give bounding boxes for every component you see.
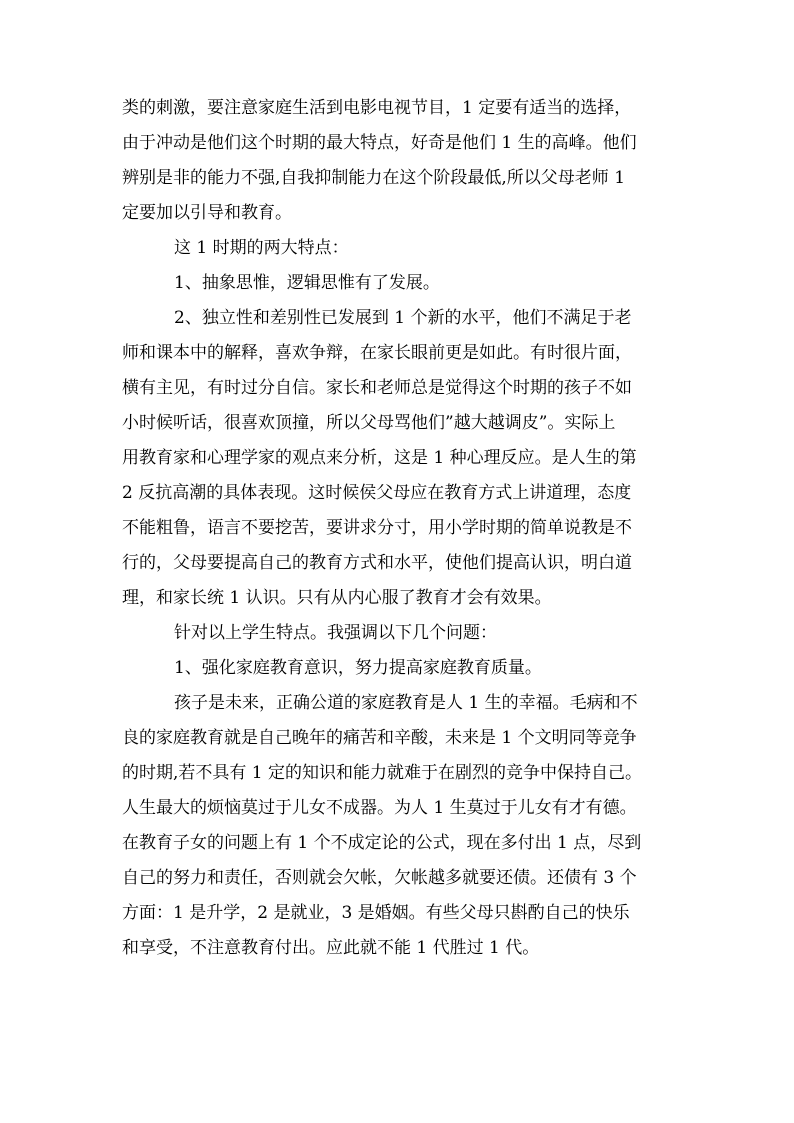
text-line: 辨别是非的能力不强,自我抑制能力在这个阶段最低,所以父母老师 1 bbox=[122, 168, 626, 188]
document-body bbox=[122, 91, 662, 966]
text-line: 不能粗鲁，语言不要挖苦，要讲求分寸，用小学时期的简单说教是不 bbox=[122, 518, 632, 538]
text-line: 师和课本中的解释，喜欢争辩，在家长眼前更是如此。有时很片面， bbox=[122, 343, 632, 363]
text-line: 的时期,若不具有 1 定的知识和能力就难于在剧烈的竞争中保持自己。 bbox=[122, 763, 643, 783]
section-heading: 这 1 时期的两大特点： bbox=[174, 238, 349, 258]
text-line: 和享受，不注意教育付出。应此就不能 1 代胜过 1 代。 bbox=[122, 938, 540, 958]
text-line: 人生最大的烦恼莫过于儿女不成器。为人 1 生莫过于儿女有才有德。 bbox=[122, 798, 637, 818]
text-line: 良的家庭教育就是自己晚年的痛苦和辛酸，未来是 1 个文明同等竞争 bbox=[122, 728, 637, 748]
text-line: 孩子是未来，正确公道的家庭教育是人 1 生的幸福。毛病和不 bbox=[174, 693, 638, 713]
text-line: 小时候听话，很喜欢顶撞，所以父母骂他们”越大越调皮”。实际上 bbox=[122, 413, 616, 433]
text-line: 定要加以引导和教育。 bbox=[122, 203, 292, 223]
text-line: 类的刺激，要注意家庭生活到电影电视节目，1 定要有适当的选择， bbox=[122, 98, 632, 118]
text-line: 用教育家和心理学家的观点来分析，这是 1 种心理反应。是人生的第 bbox=[122, 448, 637, 468]
list-item: 2、独立性和差别性已发展到 1 个新的水平，他们不满足于老 bbox=[174, 308, 632, 328]
text-line: 在教育子女的问题上有 1 个不成定论的公式，现在多付出 1 点，尽到 bbox=[122, 833, 642, 853]
text-line: 2 反抗高潮的具体表现。这时候侯父母应在教育方式上讲道理，态度 bbox=[122, 483, 632, 503]
text-line: 行的，父母要提高自己的教育方式和水平，使他们提高认识，明白道 bbox=[122, 553, 632, 573]
section-heading: 针对以上学生特点。我强调以下几个问题： bbox=[174, 623, 497, 643]
text-line: 横有主见，有时过分自信。家长和老师总是觉得这个时期的孩子不如 bbox=[122, 378, 632, 398]
list-item: 1、强化家庭教育意识，努力提高家庭教育质量。 bbox=[174, 658, 542, 678]
text-line: 由于冲动是他们这个时期的最大特点，好奇是他们 1 生的高峰。他们 bbox=[122, 133, 637, 153]
text-line: 理，和家长统 1 认识。只有从内心服了教育才会有效果。 bbox=[122, 588, 552, 608]
list-item: 1、抽象思惟，逻辑思惟有了发展。 bbox=[174, 273, 440, 293]
text-line: 自己的努力和责任，否则就会欠帐，欠帐越多就要还债。还债有 3 个 bbox=[122, 868, 637, 888]
text-line: 方面：1 是升学，2 是就业，3 是婚姻。有些父母只斟酌自己的快乐 bbox=[122, 903, 630, 923]
